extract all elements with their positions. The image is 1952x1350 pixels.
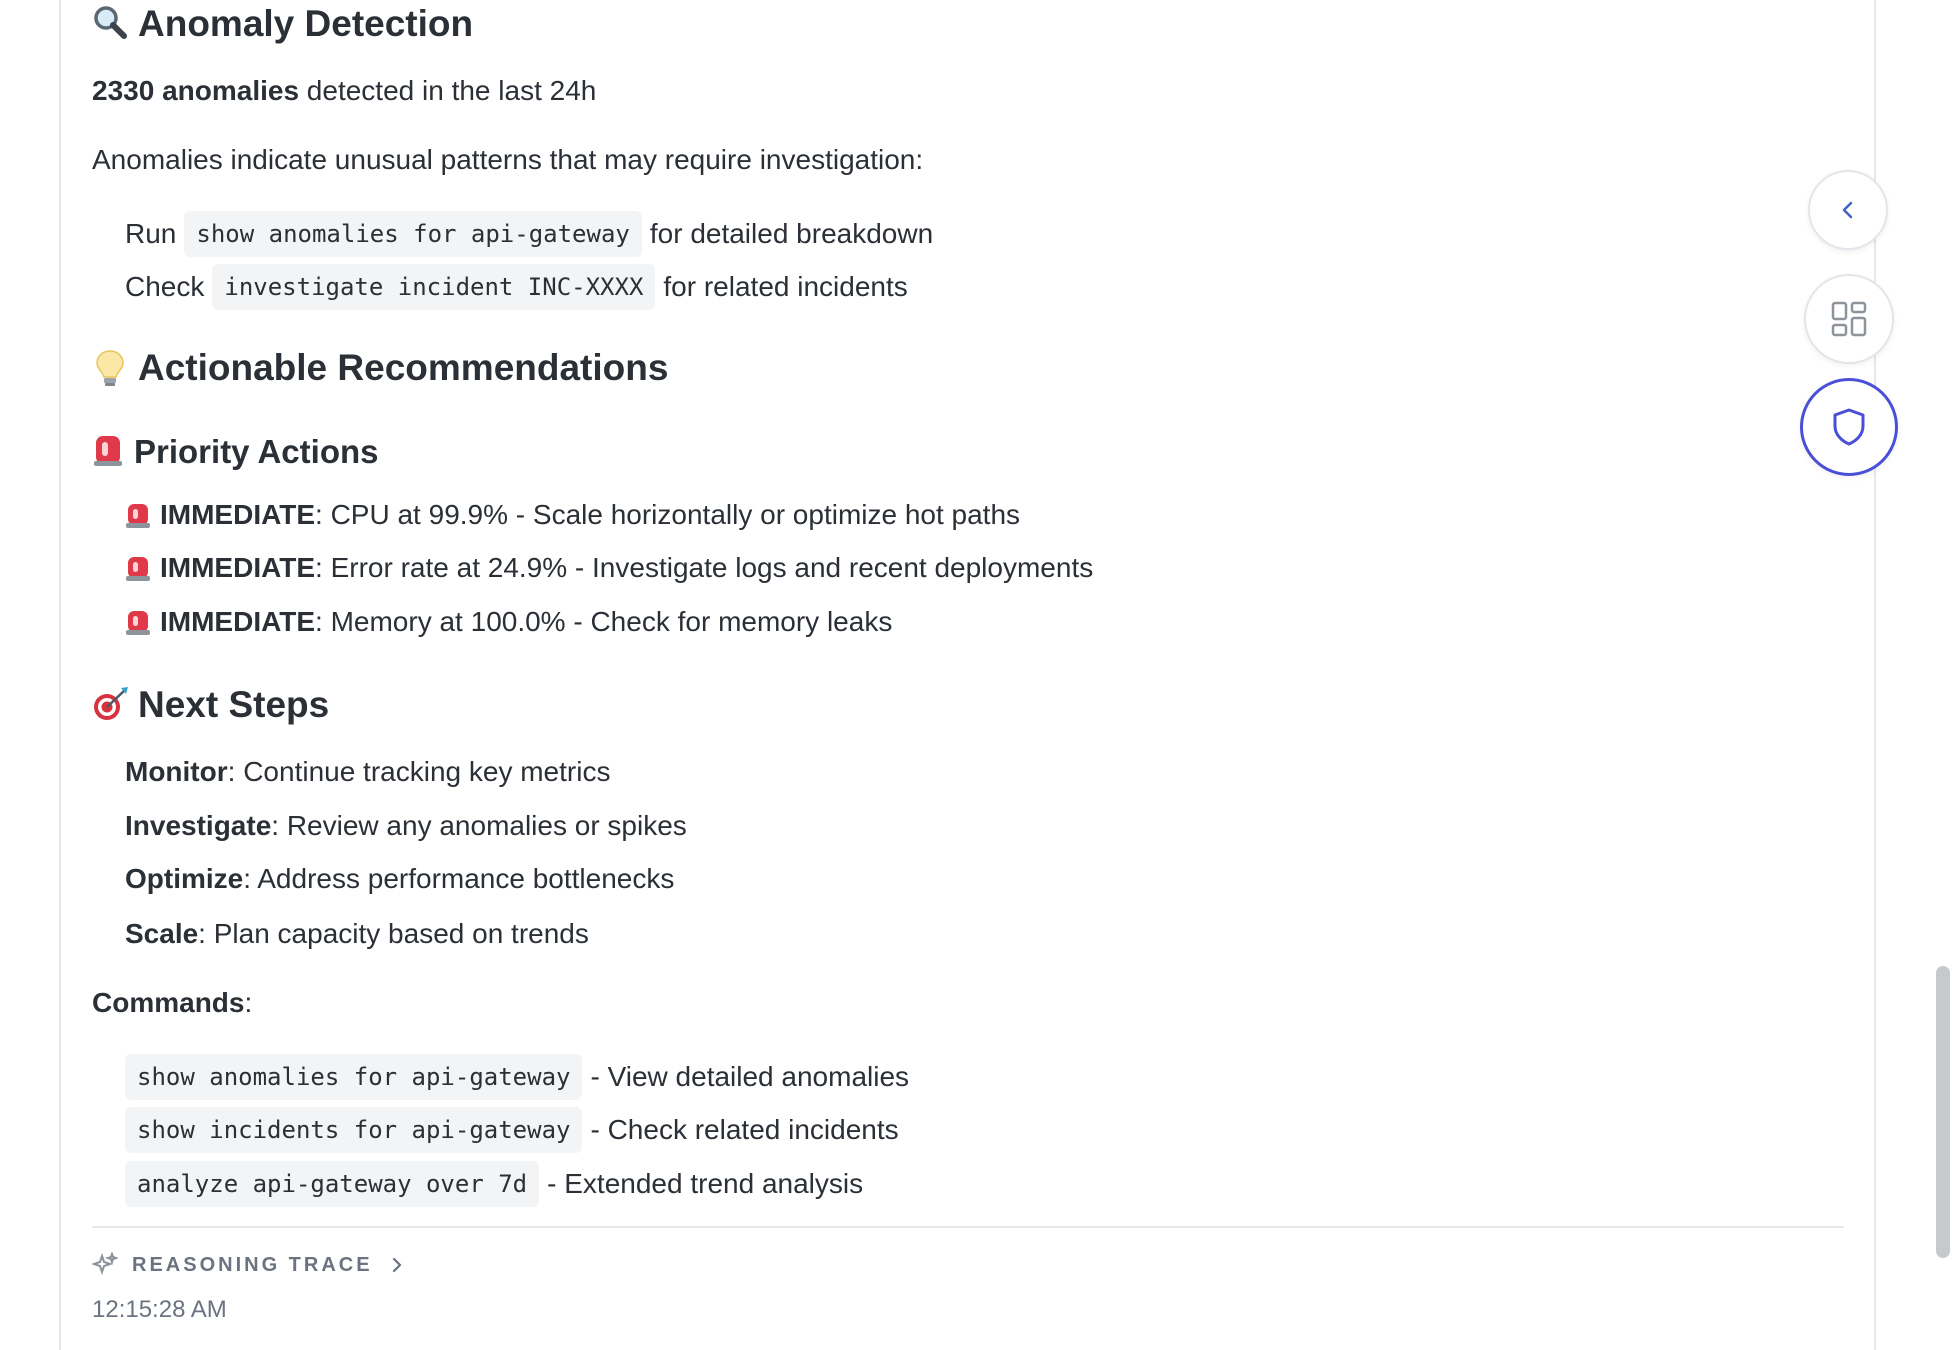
scrollbar-thumb[interactable]: [1936, 966, 1950, 1258]
siren-icon: [125, 607, 153, 637]
list-item-prefix: Run: [125, 218, 177, 249]
commands-label-text: Commands: [92, 987, 245, 1018]
list-item-suffix: for detailed breakdown: [649, 218, 934, 249]
chevron-right-icon: [389, 1255, 405, 1275]
siren-icon: [125, 553, 153, 583]
sparkle-icon: [92, 1252, 118, 1278]
next-step-text: : Continue tracking key metrics: [227, 756, 611, 787]
reasoning-trace-toggle[interactable]: [92, 1252, 405, 1278]
list-item-prefix: Check: [125, 271, 205, 302]
priority-label: IMMEDIATE: [160, 606, 316, 637]
shield-button[interactable]: [1800, 378, 1898, 476]
next-step-label: Monitor: [125, 756, 228, 787]
inline-code: analyze api-gateway over 7d: [125, 1161, 539, 1207]
list-item: [92, 264, 908, 310]
anomaly-intro: Anomalies indicate unusual patterns that may require investigation:: [92, 144, 924, 175]
anomaly-count: [92, 71, 596, 111]
next-step-item: [92, 806, 687, 846]
message-timestamp: 12:15:28 AM: [92, 1296, 227, 1323]
priority-item: [92, 548, 1093, 588]
command-description: - Extended trend analysis: [547, 1168, 864, 1199]
list-item-suffix: for related incidents: [663, 271, 908, 302]
next-step-label: Scale: [125, 918, 199, 949]
recommendations-heading: [92, 343, 668, 393]
command-item: [92, 1054, 909, 1100]
dashboard-button[interactable]: [1804, 274, 1894, 364]
next-step-text: : Address performance bottlenecks: [243, 863, 675, 894]
lightbulb-icon: [92, 348, 132, 388]
priority-text: : Error rate at 24.9% - Investigate logs and recent deployments: [315, 552, 1094, 583]
priority-label: IMMEDIATE: [160, 499, 316, 530]
list-item: [92, 211, 933, 257]
priority-text: : CPU at 99.9% - Scale horizontally or optimize hot paths: [315, 499, 1021, 530]
next-step-text: : Plan capacity based on trends: [198, 918, 589, 949]
priority-item: [92, 602, 892, 642]
siren-icon: [125, 500, 153, 530]
commands-colon: :: [244, 987, 253, 1018]
command-item: [92, 1161, 863, 1207]
next-step-item: [92, 859, 674, 899]
chevron-left-icon: [1836, 198, 1860, 222]
next-step-item: [92, 914, 589, 954]
next-steps-heading: [92, 680, 329, 730]
anomaly-heading: [92, 0, 473, 49]
reasoning-trace-label: REASONING TRACE: [132, 1253, 373, 1276]
next-step-label: Investigate: [125, 810, 272, 841]
recommendations-heading-text: Actionable Recommendations: [138, 347, 669, 388]
command-item: [92, 1107, 899, 1153]
priority-heading-text: Priority Actions: [134, 433, 379, 470]
command-description: - Check related incidents: [590, 1114, 899, 1145]
priority-text: : Memory at 100.0% - Check for memory leaks: [315, 606, 893, 637]
command-description: - View detailed anomalies: [590, 1061, 910, 1092]
divider: [92, 1226, 1844, 1228]
inline-code: show incidents for api-gateway: [125, 1107, 582, 1153]
inline-code: show anomalies for api-gateway: [184, 211, 641, 257]
inline-code: investigate incident INC-XXXX: [212, 264, 655, 310]
shield-icon: [1831, 407, 1867, 447]
commands-label: [92, 983, 252, 1023]
next-steps-heading-text: Next Steps: [138, 684, 330, 725]
target-icon: [92, 685, 132, 725]
magnifier-icon: [92, 4, 132, 44]
grid-icon: [1830, 300, 1868, 338]
priority-item: [92, 495, 1020, 535]
anomaly-count-rest: detected in the last 24h: [299, 75, 597, 106]
anomaly-count-bold: 2330 anomalies: [92, 75, 300, 106]
priority-label: IMMEDIATE: [160, 552, 316, 583]
siren-icon: [92, 432, 128, 472]
next-step-label: Optimize: [125, 863, 244, 894]
next-step-text: : Review any anomalies or spikes: [271, 810, 687, 841]
collapse-panel-button[interactable]: [1808, 170, 1888, 250]
next-step-item: [92, 752, 610, 792]
priority-heading: [92, 429, 379, 475]
inline-code: show anomalies for api-gateway: [125, 1054, 582, 1100]
anomaly-heading-text: Anomaly Detection: [138, 3, 474, 44]
